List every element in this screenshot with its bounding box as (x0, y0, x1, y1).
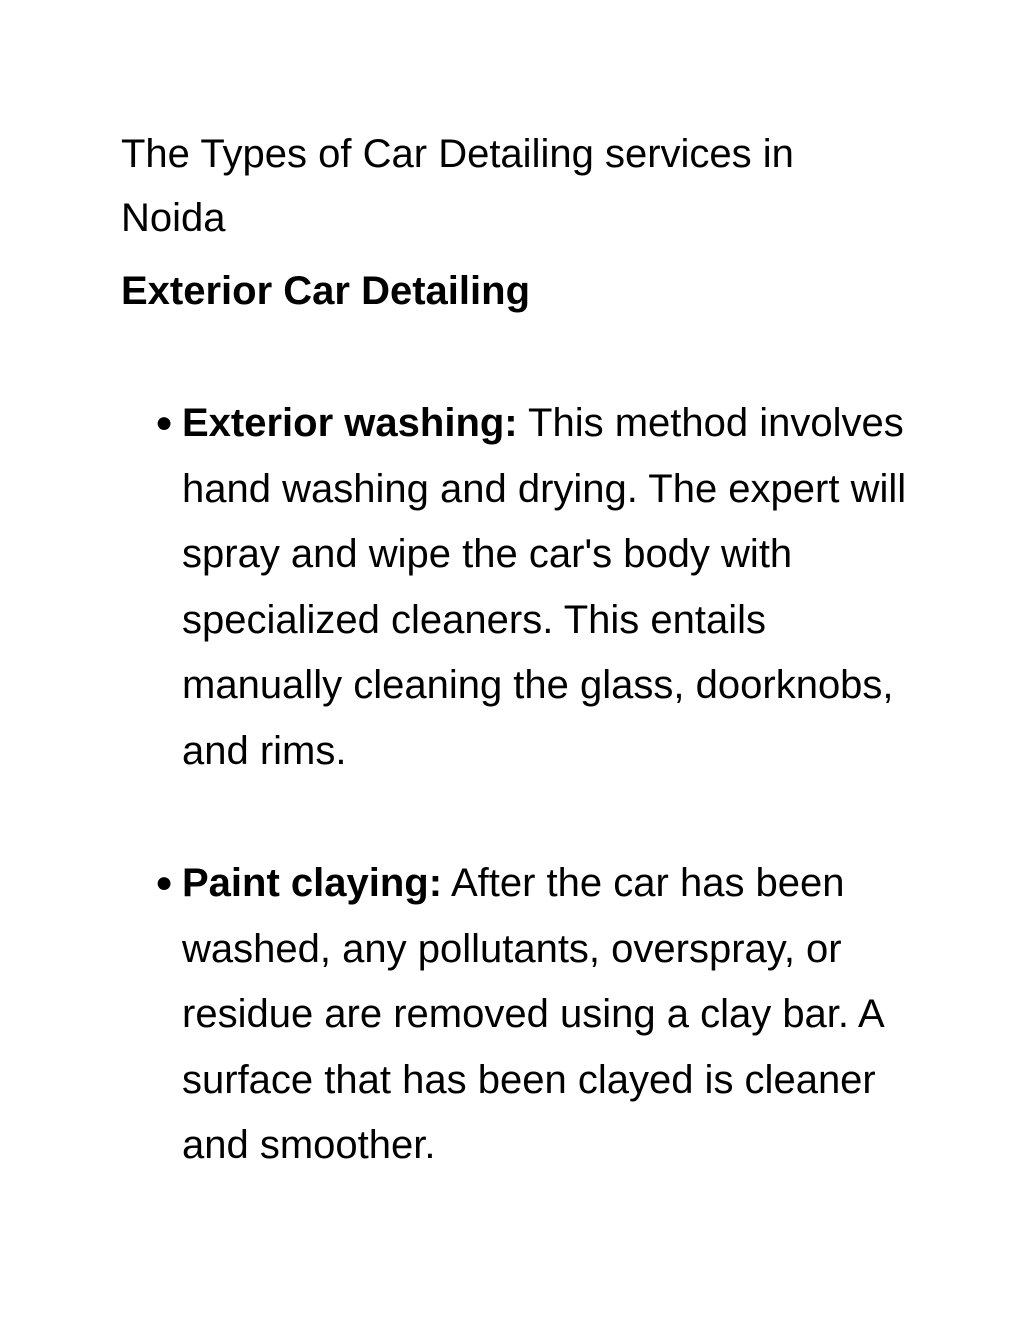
list-item-text (182, 391, 907, 784)
list-item-term: Paint claying: (182, 861, 443, 905)
bullet-icon: ● (155, 406, 174, 439)
list-item-term: Exterior washing: (182, 401, 518, 445)
list-item-text (182, 851, 907, 1179)
bullet-icon: ● (155, 866, 174, 899)
list-item-description: This method involves hand washing and drying. The expert will spray and wipe the car's body with specialized cleaners. This entails manually cleaning the glass, doorknobs, and rims. (182, 401, 907, 773)
list-item-description: After the car has been washed, any pollutants, overspray, or residue are removed using a clay bar. A surface that has been clayed is cleaner and smoother. (182, 861, 883, 1167)
section-heading: Exterior Car Detailing (121, 269, 531, 313)
document-title: The Types of Car Detailing services in Noida (121, 132, 794, 240)
